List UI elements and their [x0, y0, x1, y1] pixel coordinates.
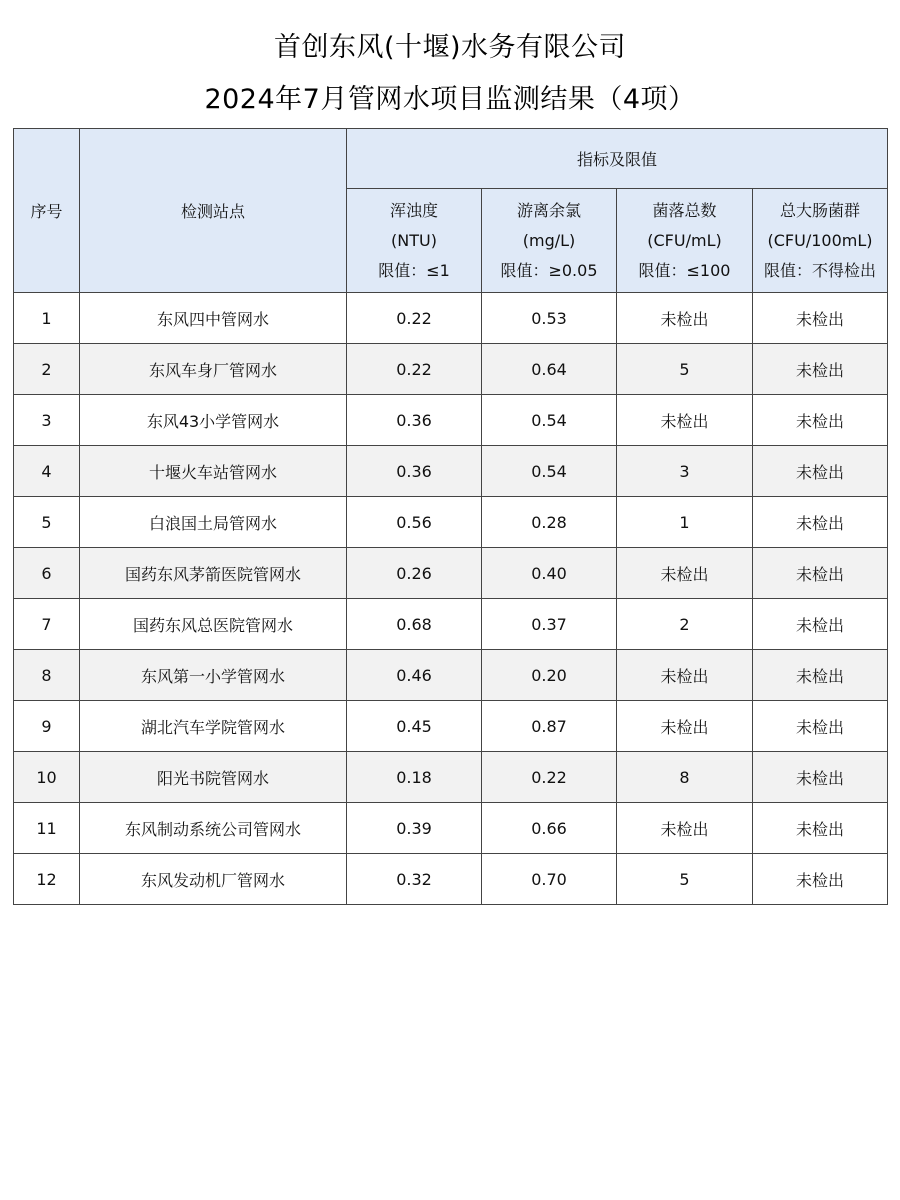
cell-index: 12 [14, 854, 80, 905]
cell-colonies: 2 [617, 599, 753, 650]
table-row [14, 395, 888, 446]
cell-coliform: 未检出 [753, 599, 888, 650]
header-chlorine-unit: (mg/L) [522, 230, 576, 250]
header-indicators-group: 指标及限值 [347, 129, 888, 189]
monitoring-results-table [13, 128, 888, 905]
cell-colonies: 未检出 [617, 395, 753, 446]
cell-colonies: 1 [617, 497, 753, 548]
table-row [14, 803, 888, 854]
header-colonies-unit: (CFU/mL) [647, 230, 722, 250]
cell-coliform: 未检出 [753, 497, 888, 548]
cell-site: 白浪国土局管网水 [80, 497, 347, 548]
cell-coliform: 未检出 [753, 650, 888, 701]
company-name: 首创东风(十堰)水务有限公司 [273, 32, 627, 63]
cell-coliform: 未检出 [753, 395, 888, 446]
cell-turbidity: 0.45 [347, 701, 482, 752]
report-title: 2024年7月管网水项目监测结果（4项） [204, 84, 696, 115]
cell-chlorine: 0.40 [482, 548, 617, 599]
header-turbidity-unit: (NTU) [391, 230, 437, 250]
cell-index: 1 [14, 293, 80, 344]
cell-chlorine: 0.70 [482, 854, 617, 905]
table-row [14, 548, 888, 599]
cell-index: 6 [14, 548, 80, 599]
header-colonies-limit: 限值：≤100 [638, 260, 731, 280]
cell-index: 7 [14, 599, 80, 650]
table-row [14, 599, 888, 650]
header-turbidity-name: 浑浊度 [389, 200, 438, 220]
cell-index: 10 [14, 752, 80, 803]
cell-site: 东风43小学管网水 [80, 395, 347, 446]
table-body [14, 293, 888, 905]
header-turbidity-limit: 限值：≤1 [378, 260, 450, 280]
cell-chlorine: 0.54 [482, 446, 617, 497]
document-title [0, 22, 900, 126]
header-coliform-name: 总大肠菌群 [780, 200, 861, 220]
cell-site: 东风四中管网水 [80, 293, 347, 344]
table-row [14, 446, 888, 497]
header-turbidity [347, 189, 482, 293]
cell-site: 东风第一小学管网水 [80, 650, 347, 701]
cell-index: 8 [14, 650, 80, 701]
cell-index: 3 [14, 395, 80, 446]
cell-coliform: 未检出 [753, 854, 888, 905]
cell-chlorine: 0.54 [482, 395, 617, 446]
header-coliform-limit: 限值：不得检出 [764, 260, 877, 280]
cell-coliform: 未检出 [753, 752, 888, 803]
cell-colonies: 未检出 [617, 293, 753, 344]
header-coliform-unit: (CFU/100mL) [767, 230, 873, 250]
cell-site: 阳光书院管网水 [80, 752, 347, 803]
cell-turbidity: 0.18 [347, 752, 482, 803]
cell-colonies: 5 [617, 344, 753, 395]
cell-chlorine: 0.66 [482, 803, 617, 854]
cell-site: 东风发动机厂管网水 [80, 854, 347, 905]
cell-index: 4 [14, 446, 80, 497]
cell-chlorine: 0.28 [482, 497, 617, 548]
cell-colonies: 3 [617, 446, 753, 497]
cell-coliform: 未检出 [753, 701, 888, 752]
header-coliform [753, 189, 888, 293]
cell-colonies: 8 [617, 752, 753, 803]
cell-turbidity: 0.26 [347, 548, 482, 599]
header-chlorine-name: 游离余氯 [516, 200, 581, 220]
cell-colonies: 未检出 [617, 650, 753, 701]
cell-index: 9 [14, 701, 80, 752]
cell-turbidity: 0.56 [347, 497, 482, 548]
cell-site: 十堰火车站管网水 [80, 446, 347, 497]
cell-colonies: 未检出 [617, 701, 753, 752]
cell-turbidity: 0.39 [347, 803, 482, 854]
cell-turbidity: 0.32 [347, 854, 482, 905]
cell-coliform: 未检出 [753, 344, 888, 395]
cell-site: 湖北汽车学院管网水 [80, 701, 347, 752]
cell-site: 国药东风总医院管网水 [80, 599, 347, 650]
cell-colonies: 未检出 [617, 548, 753, 599]
cell-site: 国药东风茅箭医院管网水 [80, 548, 347, 599]
cell-chlorine: 0.37 [482, 599, 617, 650]
header-colonies [617, 189, 753, 293]
cell-chlorine: 0.64 [482, 344, 617, 395]
cell-index: 11 [14, 803, 80, 854]
table-row [14, 293, 888, 344]
header-colonies-name: 菌落总数 [652, 200, 717, 220]
cell-chlorine: 0.20 [482, 650, 617, 701]
cell-coliform: 未检出 [753, 293, 888, 344]
table-row [14, 650, 888, 701]
table-row [14, 344, 888, 395]
cell-turbidity: 0.36 [347, 446, 482, 497]
cell-coliform: 未检出 [753, 548, 888, 599]
cell-coliform: 未检出 [753, 446, 888, 497]
cell-turbidity: 0.22 [347, 344, 482, 395]
cell-colonies: 未检出 [617, 803, 753, 854]
cell-chlorine: 0.22 [482, 752, 617, 803]
cell-site: 东风制动系统公司管网水 [80, 803, 347, 854]
cell-site: 东风车身厂管网水 [80, 344, 347, 395]
cell-turbidity: 0.46 [347, 650, 482, 701]
cell-chlorine: 0.53 [482, 293, 617, 344]
table-row [14, 701, 888, 752]
cell-turbidity: 0.36 [347, 395, 482, 446]
header-index: 序号 [14, 129, 80, 293]
header-chlorine [482, 189, 617, 293]
cell-turbidity: 0.68 [347, 599, 482, 650]
table-row [14, 854, 888, 905]
table-row [14, 752, 888, 803]
header-site: 检测站点 [80, 129, 347, 293]
header-chlorine-limit: 限值：≥0.05 [500, 260, 598, 280]
cell-turbidity: 0.22 [347, 293, 482, 344]
cell-index: 5 [14, 497, 80, 548]
cell-coliform: 未检出 [753, 803, 888, 854]
cell-chlorine: 0.87 [482, 701, 617, 752]
cell-index: 2 [14, 344, 80, 395]
cell-colonies: 5 [617, 854, 753, 905]
table-row [14, 497, 888, 548]
